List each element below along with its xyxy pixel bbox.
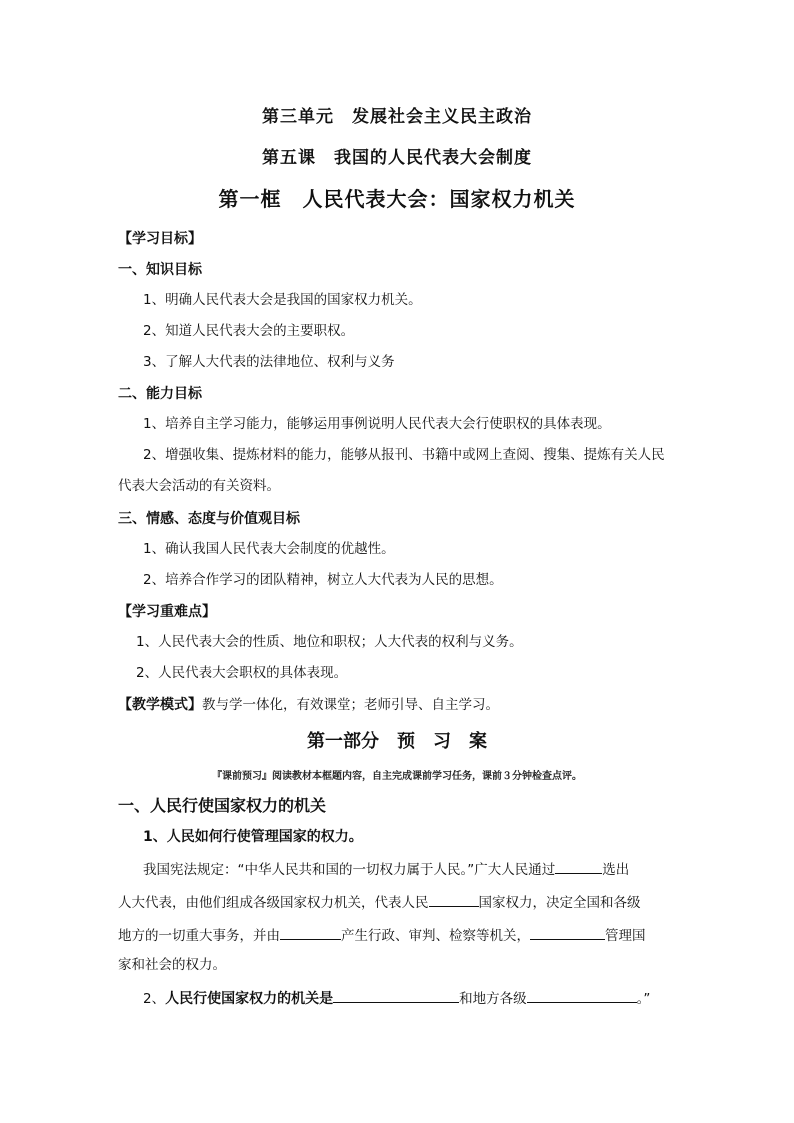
key-points-label: 【学习重难点】 [118, 604, 216, 620]
question-2-line [143, 990, 650, 1007]
fill-blank[interactable] [280, 927, 341, 940]
ability-item-continued: 代表大会活动的有关资料。 [118, 478, 280, 494]
fill-blank[interactable] [530, 927, 605, 940]
question-1-text: 管理国 [605, 928, 646, 944]
ability-item: 2、增强收集、提炼材料的能力，能够从报刊、书籍中或网上查阅、搜集、提炼有关人民 [143, 447, 665, 463]
question-2-text: 。” [636, 991, 651, 1007]
fill-blank[interactable] [527, 990, 637, 1003]
teaching-mode [118, 698, 499, 713]
emotion-objectives-heading: 三、情感、态度与价值观目标 [118, 511, 300, 527]
knowledge-item: 2、知道人民代表大会的主要职权。 [143, 323, 355, 339]
question-1-line [143, 861, 629, 878]
knowledge-item: 3、了解人大代表的法律地位、权利与义务 [143, 354, 395, 370]
emotion-item: 1、确认我国人民代表大会制度的优越性。 [143, 541, 395, 557]
question-1-line: 家和社会的权力。 [118, 957, 226, 973]
preview-note: 『课前预习』阅读教材本框题内容，自主完成课前学习任务，课前３分钟检查点评。 [212, 771, 582, 782]
ability-objectives-heading: 二、能力目标 [118, 386, 202, 402]
fill-blank[interactable] [333, 990, 459, 1003]
teaching-mode-label: 【教学模式】 [118, 697, 202, 713]
lesson-title: 第五课 我国的人民代表大会制度 [262, 148, 532, 168]
question-1-text: 国家权力，决定全国和各级 [478, 895, 641, 911]
unit-title: 第三单元 发展社会主义民主政治 [262, 107, 532, 127]
emotion-item: 2、培养合作学习的团队精神，树立人大代表为人民的思想。 [143, 572, 503, 588]
question-1-line [118, 927, 646, 944]
fill-blank[interactable] [555, 861, 602, 874]
learning-objectives-label: 【学习目标】 [118, 231, 202, 247]
question-1-text: 地方的一切重大事务，并由 [118, 928, 280, 944]
frame-title: 第一框 人民代表大会：国家权力机关 [218, 187, 576, 211]
key-point-item: 2、人民代表大会职权的具体表现。 [136, 665, 348, 681]
key-point-item: 1、人民代表大会的性质、地位和职权；人大代表的权利与义务。 [136, 634, 523, 650]
question-1-text: 产生行政、审判、检察等机关， [341, 928, 530, 944]
question-2-title: 人民行使国家权力的机关是 [165, 991, 334, 1007]
ability-item: 1、培养自主学习能力，能够运用事例说明人民代表大会行使职权的具体表现。 [143, 416, 611, 432]
question-1-text: 选出 [602, 862, 630, 878]
teaching-mode-text: 教与学一体化，有效课堂；老师引导、自主学习。 [202, 697, 499, 713]
question-1-text: 我国宪法规定：“中华人民共和国的一切权力属于人民。”广大人民通过 [143, 862, 556, 878]
fill-blank[interactable] [429, 894, 479, 907]
question-2-number: 2、 [143, 991, 166, 1007]
part-one-title: 第一部分 预 习 案 [307, 731, 487, 752]
question-1-title: 1、人民如何行使管理国家的权力。 [143, 829, 363, 845]
section-heading: 一、人民行使国家权力的机关 [118, 796, 327, 815]
question-1-line [118, 894, 641, 911]
question-2-text: 和地方各级 [459, 991, 527, 1007]
knowledge-objectives-heading: 一、知识目标 [118, 262, 202, 278]
question-1-text: 人大代表，由他们组成各级国家权力机关，代表人民 [118, 895, 429, 911]
knowledge-item: 1、明确人民代表大会是我国的国家权力机关。 [143, 292, 422, 308]
